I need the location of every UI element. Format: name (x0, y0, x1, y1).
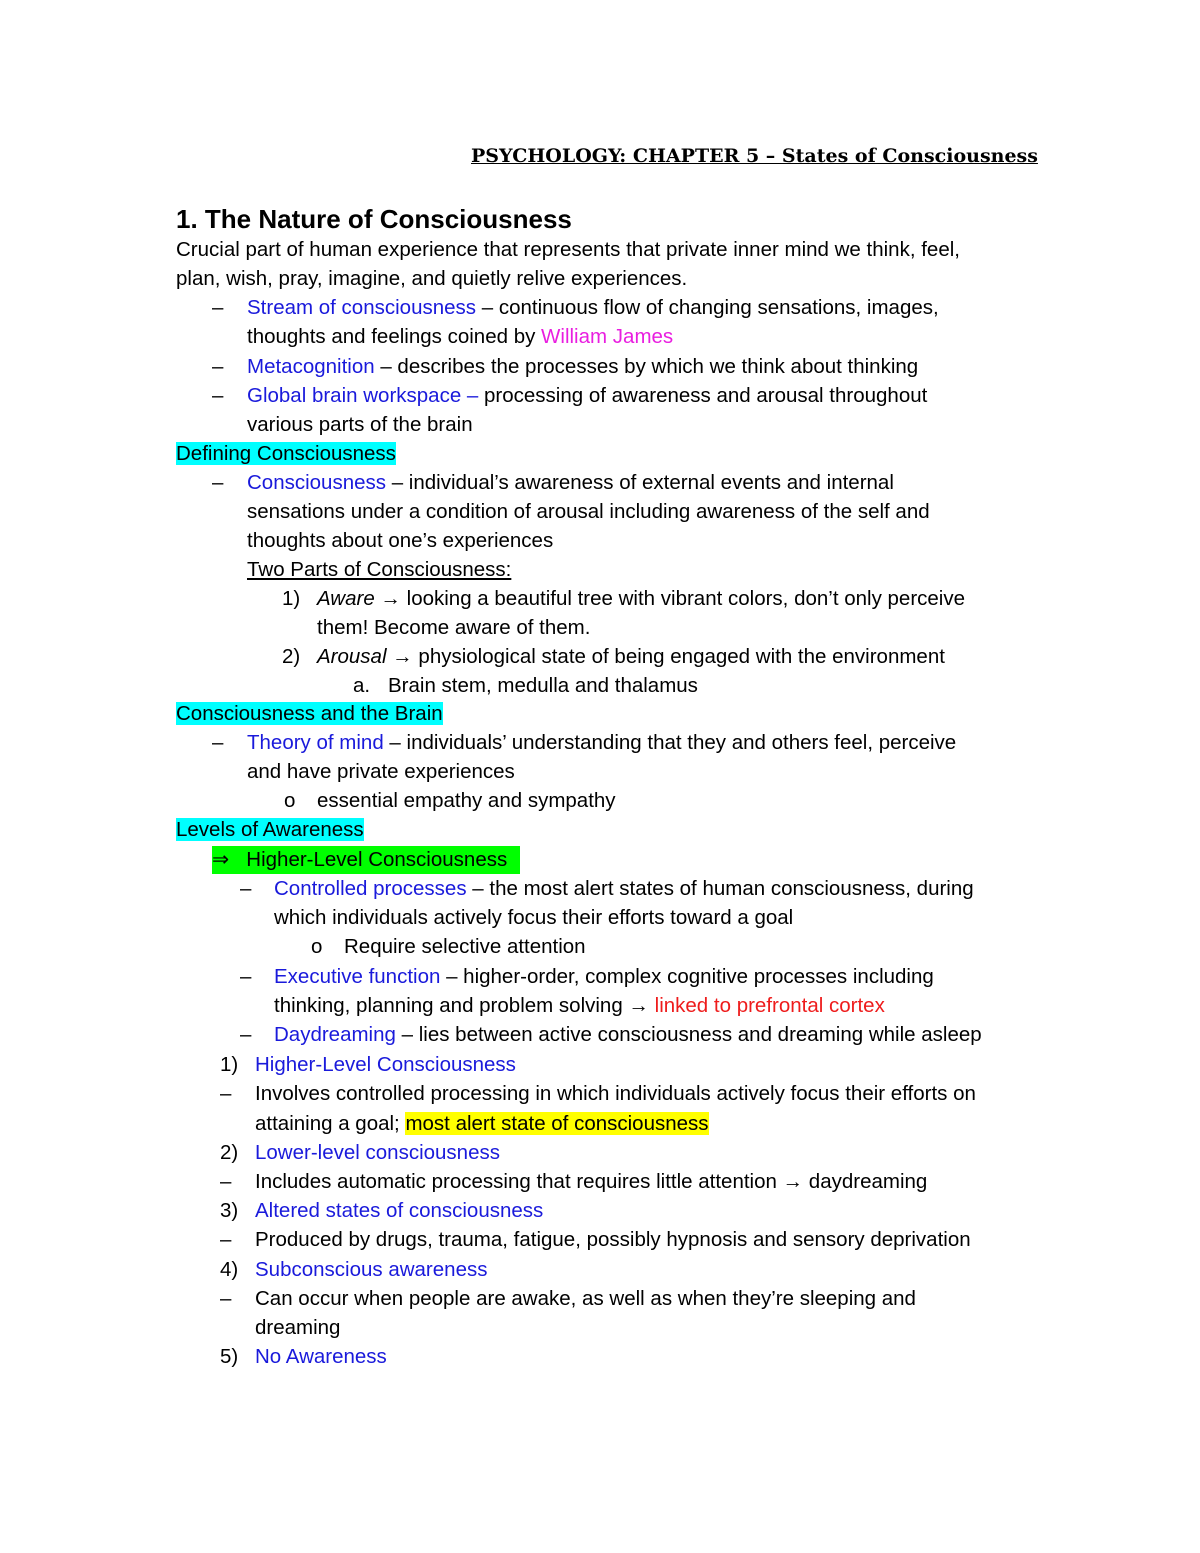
stream-term: Stream of consciousness (247, 296, 477, 319)
dash-bullet: – (212, 731, 224, 754)
meta-line (247, 353, 918, 381)
section-heading-nature: 1. The Nature of Consciousness (176, 204, 572, 234)
dash-bullet: – (212, 355, 224, 378)
levels-heading-line (176, 816, 364, 844)
level-2-desc (255, 1168, 927, 1196)
double-arrow-icon: ⇒ (212, 848, 230, 871)
aware-def: looking a beautiful tree with vibrant colors, don’t only perceive (400, 587, 966, 610)
levels-heading: Levels of Awareness (176, 818, 364, 841)
empathy-line: essential empathy and sympathy (317, 789, 616, 812)
exec-def: – higher-order, complex cognitive processes including (440, 965, 934, 988)
level-5-term: No Awareness (255, 1345, 387, 1368)
level-2-term: Lower-level consciousness (255, 1141, 500, 1164)
number-marker: 4) (220, 1258, 239, 1281)
number-marker: 2) (220, 1141, 239, 1164)
level-3-term: Altered states of consciousness (255, 1199, 544, 1222)
theory-def: – individuals’ understanding that they and others feel, perceive (383, 731, 957, 754)
aware-line-1 (317, 585, 965, 613)
brain-heading: Consciousness and the Brain (176, 702, 443, 725)
dash-bullet: – (240, 877, 252, 900)
defining-heading-line (176, 440, 396, 468)
daydream-term: Daydreaming (274, 1023, 396, 1046)
dash-bullet: – (212, 471, 224, 494)
daydream-line (274, 1021, 982, 1049)
circle-bullet: o (311, 935, 323, 958)
dash-bullet: – (240, 965, 252, 988)
meta-def: – describes the processes by which we think about thinking (374, 355, 919, 378)
arrow-icon: → (782, 1170, 804, 1193)
controlled-def: – the most alert states of human consciousness, during (466, 877, 974, 900)
meta-term: Metacognition (247, 355, 375, 378)
prefrontal-note: linked to prefrontal cortex (654, 994, 885, 1017)
theory-line-1 (247, 729, 956, 757)
exec-line-1 (274, 963, 934, 991)
aware-term: Aware (317, 587, 375, 610)
stream-line-1 (247, 294, 939, 322)
global-line-1 (247, 382, 927, 410)
level-1-desc-1: Involves controlled processing in which individuals actively focus their efforts on (255, 1082, 976, 1105)
dash-bullet: – (220, 1082, 232, 1105)
dash-bullet: – (220, 1228, 232, 1251)
stream-def-2: thoughts and feelings coined by (247, 325, 542, 348)
controlled-line-2: which individuals actively focus their efforts toward a goal (274, 906, 794, 929)
arousal-def: physiological state of being engaged with the environment (412, 645, 945, 668)
higher-heading: Higher-Level Consciousness (246, 848, 508, 871)
exec-line-2 (274, 992, 885, 1020)
consciousness-def: – individual’s awareness of external events and internal (386, 471, 894, 494)
brain-heading-line (176, 700, 443, 728)
number-marker: 5) (220, 1345, 239, 1368)
dash-bullet: – (220, 1170, 232, 1193)
global-def: processing of awareness and arousal throughout (478, 384, 928, 407)
circle-bullet: o (284, 789, 296, 812)
consciousness-line-3: thoughts about one’s experiences (247, 529, 554, 552)
dash-bullet: – (220, 1287, 232, 1310)
number-marker: 2) (282, 645, 301, 668)
level-2-desc-text: Includes automatic processing that requires little attention (255, 1170, 783, 1193)
arrow-icon: → (628, 994, 649, 1017)
level-2-desc-end: daydreaming (803, 1170, 928, 1193)
william-james: William James (541, 325, 674, 348)
exec-def-2: thinking, planning and problem solving (274, 994, 629, 1017)
arousal-line (317, 643, 945, 671)
arrow-icon: → (380, 587, 401, 610)
theory-line-2: and have private experiences (247, 760, 515, 783)
number-marker: 3) (220, 1199, 239, 1222)
consciousness-term: Consciousness (247, 471, 387, 494)
controlled-line-1 (274, 875, 974, 903)
level-4-desc-2: dreaming (255, 1316, 341, 1339)
selective-attention-line: Require selective attention (344, 935, 586, 958)
stream-def: – continuous flow of changing sensations, images, (476, 296, 939, 319)
higher-heading-line (212, 846, 520, 874)
aware-line-2: them! Become aware of them. (317, 616, 591, 639)
dash-bullet: – (212, 384, 224, 407)
controlled-term: Controlled processes (274, 877, 467, 900)
intro-line-1: Crucial part of human experience that represents that private inner mind we think, feel, (176, 238, 960, 261)
intro-line-2: plan, wish, pray, imagine, and quietly relive experiences. (176, 267, 688, 290)
brain-stem-line: Brain stem, medulla and thalamus (388, 674, 698, 697)
level-4-term: Subconscious awareness (255, 1258, 488, 1281)
stream-line-2 (247, 323, 673, 351)
global-line-2: various parts of the brain (247, 413, 473, 436)
dash-bullet: – (240, 1023, 252, 1046)
arousal-term: Arousal (317, 645, 387, 668)
level-4-desc-1: Can occur when people are awake, as well as when they’re sleeping and (255, 1287, 916, 1310)
defining-heading: Defining Consciousness (176, 442, 396, 465)
page-title: PSYCHOLOGY: CHAPTER 5 – States of Consciousness (471, 145, 1038, 167)
daydream-def: – lies between active consciousness and dreaming while asleep (395, 1023, 982, 1046)
arrow-icon: → (392, 645, 413, 668)
exec-term: Executive function (274, 965, 441, 988)
letter-marker: a. (353, 674, 371, 697)
level-1-desc-2 (255, 1110, 709, 1138)
number-marker: 1) (282, 587, 301, 610)
global-term: Global brain workspace – (247, 384, 479, 407)
dash-bullet: – (212, 296, 224, 319)
level-3-desc: Produced by drugs, trauma, fatigue, possibly hypnosis and sensory deprivation (255, 1228, 971, 1251)
level-1-term: Higher-Level Consciousness (255, 1053, 516, 1076)
two-parts-heading: Two Parts of Consciousness: (247, 558, 512, 581)
consciousness-line-1 (247, 469, 894, 497)
most-alert-highlight: most alert state of consciousness (405, 1112, 709, 1135)
number-marker: 1) (220, 1053, 239, 1076)
level-1-desc-2-text: attaining a goal; (255, 1112, 406, 1135)
theory-term: Theory of mind (247, 731, 384, 754)
consciousness-line-2: sensations under a condition of arousal including awareness of the self and (247, 500, 930, 523)
